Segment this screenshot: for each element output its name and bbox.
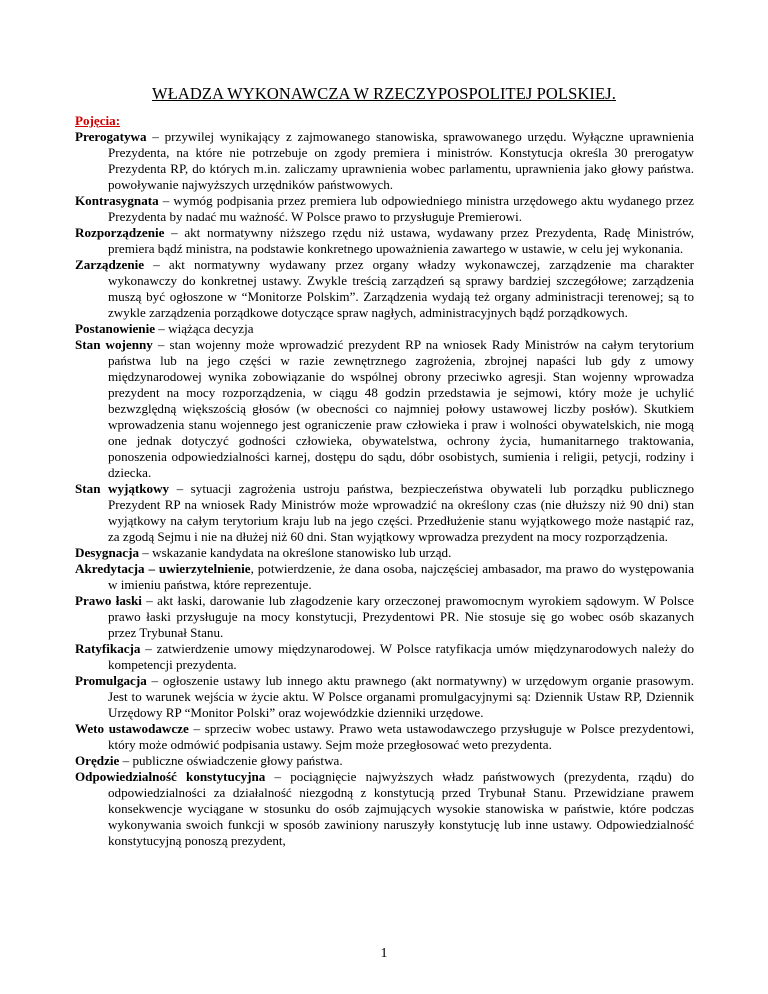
definition-text: – wiążąca decyzja	[155, 321, 254, 336]
definition-text: – pociągnięcie najwyższych władz państwowych (prezydenta, rządu) do odpowiedzialności za działalność niezgodną z konstytucją przed Trybunał Stanu. Przewidziane prawem konsekwencje wyciągane w stosunku do osób zajmujących wysokie stanowiska w państwie, które podczas wykonywania swoich funkcji w sposób zawiniony naruszyły konstytucję lub inne ustawy. Odpowiedzialność konstytucyjną ponoszą prezydent,	[108, 769, 694, 848]
definition-text: – zatwierdzenie umowy międzynarodowej. W Polsce ratyfikacja umów międzynarodowych należy do kompetencji prezydenta.	[108, 641, 694, 672]
page-number: 1	[380, 946, 388, 961]
definition-entry	[75, 641, 694, 673]
definition-text: – akt łaski, darowanie lub złagodzenie kary orzeczonej prawomocnym wyrokiem sądowym. W Polsce prawo łaski przysługuje na mocy konstytucji, Prezydentowi PR. Nie stosuje się go wobec osób skazanych przez Trybunał Stanu.	[108, 593, 694, 640]
definition-entry	[75, 769, 694, 849]
definition-entry	[75, 593, 694, 641]
definition-term: Orędzie	[75, 753, 120, 768]
section-label: Pojęcia:	[75, 113, 121, 128]
definition-term: Kontrasygnata	[75, 193, 159, 208]
definition-entry	[75, 545, 694, 561]
definition-term: Postanowienie	[75, 321, 156, 336]
definition-entry	[75, 225, 694, 257]
definition-text: , potwierdzenie, że dana osoba, najczęściej ambasador, ma prawo do występowania w imieniu państwa, które reprezentuje.	[108, 561, 695, 592]
definition-entry	[75, 673, 694, 721]
definition-term: Weto ustawodawcze	[75, 721, 189, 736]
definition-entry	[75, 321, 694, 337]
definition-term: Zarządzenie	[75, 257, 145, 272]
definition-entry	[75, 257, 694, 321]
definition-entry	[75, 129, 694, 193]
definitions-body	[75, 113, 694, 849]
definition-entry	[75, 193, 694, 225]
definition-text: – stan wojenny może wprowadzić prezydent RP na wniosek Rady Ministrów na całym terytorium państwa lub na jego części w razie zewnętrznego zagrożenia, zbrojnej napaści lub gdy z umowy międzynarodowej wynika zobowiązanie do wspólnej obrony przeciwko agresji. Stan wojenny wprowadza prezydent na mocy rozporządzenia, w ciągu 48 godzin przedstawia je sejmowi, który może je uchylić bezwzględną większością głosów (w obecności co najmniej połowy ustawowej liczby posłów). Skutkiem wprowadzenia stanu wojennego jest ograniczenie praw człowieka i praw i wolności obywatelskich, nie mogą one jednak dotyczyć godności człowieka, obywatelstwa, ochrony życia, humanitarnego traktowania, ponoszenia odpowiedzialności karnej, dostępu do sądu, dóbr osobistych, sumienia i religii, petycji, rodziny i dziecka.	[108, 337, 695, 480]
definition-text: – ogłoszenie ustawy lub innego aktu prawnego (akt normatywny) w urzędowym organie prasowym. Jest to warunek wejścia w życie aktu. W Polsce organami promulgacyjnymi są: Dziennik Ustaw RP, Dziennik Urzędowy RP “Monitor Polski” oraz wojewódzkie dzienniki urzędowe.	[108, 673, 694, 720]
definition-term: Prerogatywa	[75, 129, 147, 144]
definition-entry	[75, 753, 694, 769]
definition-term: Odpowiedzialność konstytucyjna	[75, 769, 266, 784]
definition-entry	[75, 721, 694, 753]
definition-text: – akt normatywny wydawany przez organy władzy wykonawczej, zarządzenie ma charakter wykonawczy do konkretnej ustawy. Zwykle treścią zarządzeń są sprawy bardziej szczegółowe; zarządzenia muszą być ogłoszone w “Monitorze Polskim”. Zarządzenia wydają też organy administracji terenowej; są to zwykle zarządzenia porządkowe dotyczące spraw nagłych, administracyjnych bądź porządkowych.	[108, 257, 694, 320]
definition-term: Rozporządzenie	[75, 225, 165, 240]
definition-term: Promulgacja	[75, 673, 147, 688]
definition-text: – sprzeciw wobec ustawy. Prawo weta ustawodawczego przysługuje w Polsce prezydentowi, który może odmówić podpisania ustawy. Sejm może przegłosować weto prezydenta.	[108, 721, 695, 752]
definition-term: Desygnacja	[75, 545, 140, 560]
definition-text: – publiczne oświadczenie głowy państwa.	[119, 753, 343, 768]
definition-entry	[75, 337, 694, 481]
definition-entry	[75, 561, 694, 593]
definition-term: Prawo łaski	[75, 593, 142, 608]
definition-text: – wskazanie kandydata na określone stanowisko lub urząd.	[139, 545, 452, 560]
title-period: .	[611, 84, 616, 103]
definition-text: – sytuacji zagrożenia ustroju państwa, bezpieczeństwa obywateli lub porządku publicznego Prezydent RP na wniosek Rady Ministrów może wprowadzić na określony czas (nie dłuższy niż 90 dni) stan wyjątkowy na całym terytorium kraju lub na jego części. Przedłużenie stanu wyjątkowego może nastąpić raz, za zgodą Sejmu i nie na dłużej niż 60 dni. Stan wyjątkowy wprowadza prezydent na mocy rozporządzenia.	[108, 481, 694, 544]
title-text: WŁADZA WYKONAWCZA W RZECZYPOSPOLITEJ POLSKIEJ	[152, 84, 612, 103]
definition-term: Akredytacja – uwierzytelnienie	[75, 561, 251, 576]
definition-term: Ratyfikacja	[75, 641, 141, 656]
definition-term: Stan wojenny	[75, 337, 153, 352]
definition-entry	[75, 481, 694, 545]
page-title	[0, 84, 768, 104]
definition-list	[75, 129, 694, 849]
definition-text: – wymóg podpisania przez premiera lub odpowiedniego ministra urzędowego aktu wydanego przez Prezydenta by nadać mu ważność. W Polsce prawo to przysługuje Premierowi.	[108, 193, 694, 224]
definition-text: – przywilej wynikający z zajmowanego stanowiska, sprawowanego urzędu. Wyłączne uprawnienia Prezydenta, na które nie potrzebuje on zgody premiera i ministrów. Konstytucja określa 30 prerogatyw Prezydenta RP, do których m.in. zaliczamy uprawnienia wobec parlamentu, uprawnienia jako głowy państwa. powoływanie najwyższych urzędników państwowych.	[108, 129, 694, 192]
definition-term: Stan wyjątkowy	[75, 481, 170, 496]
definition-text: – akt normatywny niższego rzędu niż ustawa, wydawany przez Prezydenta, Radę Ministrów, premiera bądź ministra, na podstawie konkretnego upoważnienia zawartego w ustawie, w celu jej wykonania.	[108, 225, 694, 256]
